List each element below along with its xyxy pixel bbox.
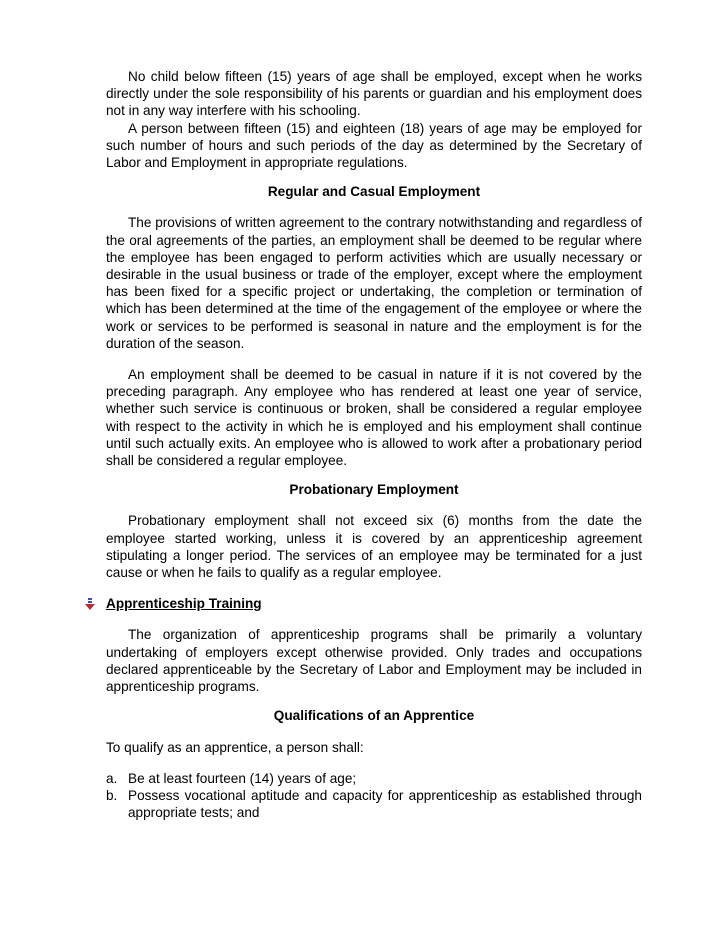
probationary-heading: Probationary Employment — [289, 482, 459, 498]
apprenticeship-heading-row — [106, 595, 642, 612]
qualifications-heading: Qualifications of an Apprentice — [273, 708, 475, 724]
apprenticeship-heading: Apprenticeship Training — [106, 596, 262, 612]
child-labor-paragraph-2: A person between fifteen (15) and eighteen (18) years of age may be employed for such number of hours and such periods of the day as determined by the Secretary of Labor and Employment in appropriate regulations. — [106, 120, 642, 171]
apprenticeship-paragraph: The organization of apprenticeship programs shall be primarily a voluntary undertaking of employers except otherwise provided. Only trades and occupations declared apprenticeable by the Secretary of Labor and Employment may be included in apprenticeship programs. — [106, 627, 642, 695]
list-item — [106, 787, 642, 821]
list-item-label: b. — [106, 787, 118, 803]
list-item-label: a. — [106, 770, 118, 786]
child-labor-paragraph-1: No child below fifteen (15) years of age shall be employed, except when he works directly under the sole responsibility of his parents or guardian and his employment does not in any way interfere with his schooling. — [106, 69, 642, 119]
regular-casual-heading: Regular and Casual Employment — [267, 184, 481, 200]
list-item-text: Be at least fourteen (14) years of age; — [128, 770, 357, 786]
casual-employment-paragraph: An employment shall be deemed to be casual in nature if it is not covered by the preceding paragraph. Any employee who has rendered at least one year of service, whether such service is continuous or broken, shall be considered a regular employee with respect to the activity in which he is employed and his employment shall continue until such actually exits. An employee who is allowed to work after a probationary period shall be considered a regular employee. — [106, 367, 642, 469]
down-arrow-bullet-icon — [84, 598, 96, 610]
regular-employment-paragraph: The provisions of written agreement to the contrary notwithstanding and regardless of the oral agreements of the parties, an employment shall be deemed to be regular where the employee has been engaged to perform activities which are usually necessary or desirable in the usual business or trade of the employer, except where the employment has been fixed for a specific project or undertaking, the completion or termination of which has been determined at the time of the engagement of the employee or where the work or services to be performed is seasonal in nature and the employment is for the duration of the season. — [106, 215, 642, 351]
list-item — [106, 770, 642, 787]
list-item-text: Possess vocational aptitude and capacity for apprenticeship as established through appropriate tests; and — [128, 787, 642, 821]
qualifications-intro: To qualify as an apprentice, a person shall: — [106, 739, 364, 755]
document-page — [106, 68, 642, 821]
probationary-paragraph: Probationary employment shall not exceed six (6) months from the date the employee started working, unless it is covered by an apprenticeship agreement stipulating a longer period. The services of an employee may be terminated for a just cause or when he fails to qualify as a regular employee. — [106, 513, 642, 581]
